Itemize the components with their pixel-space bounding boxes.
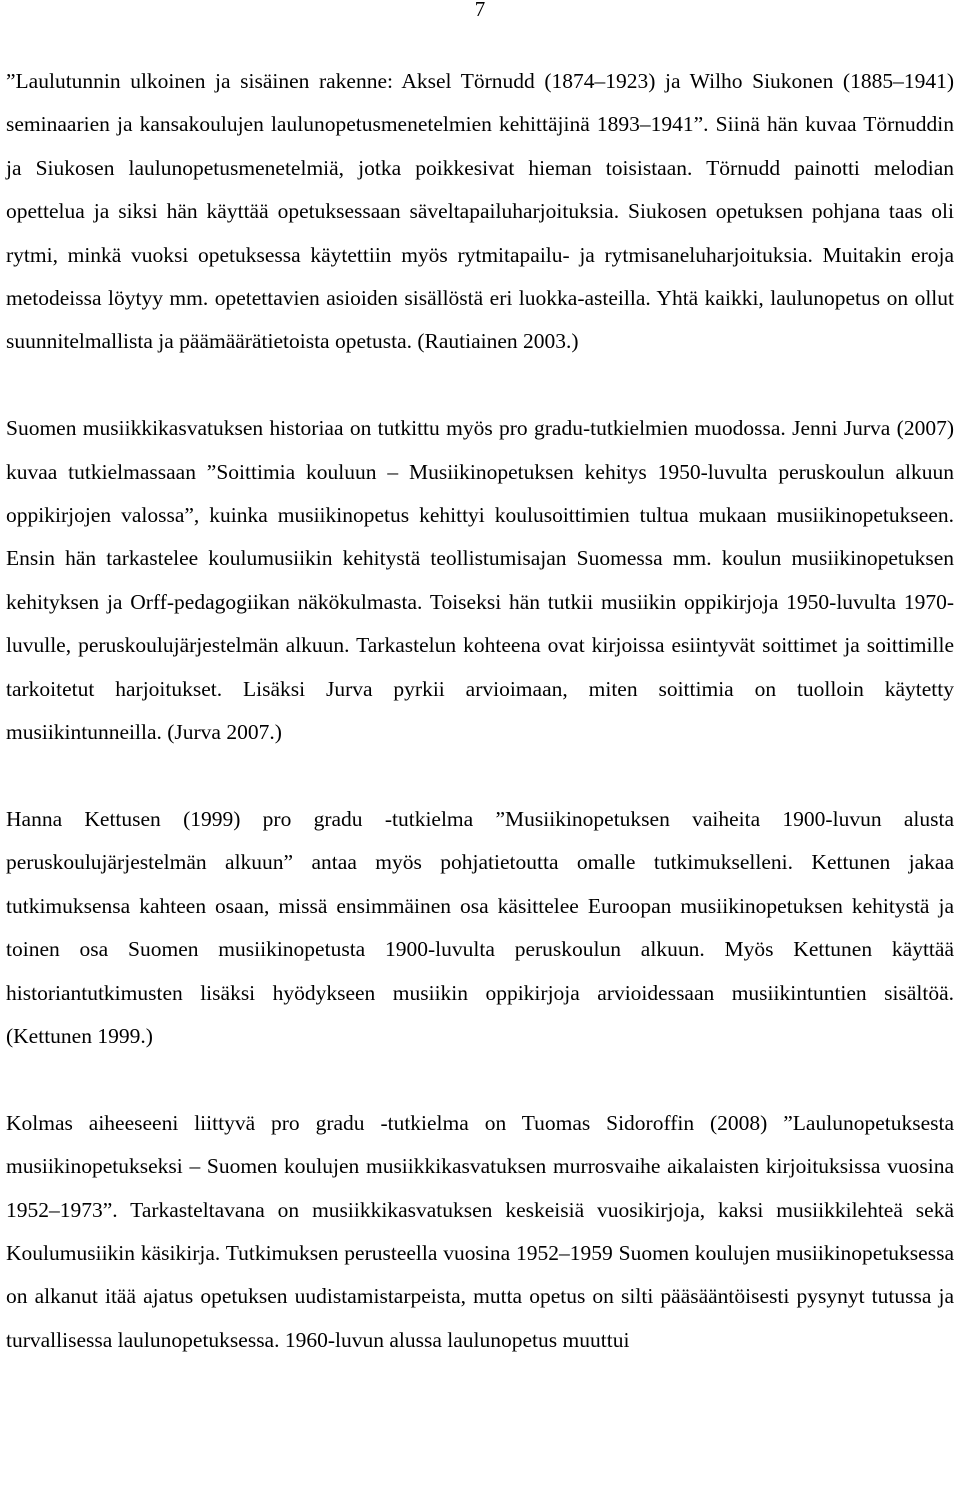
paragraph-tornudd-siukonen: ”Laulutunnin ulkoinen ja sisäinen rakenne: Aksel Törnudd (1874–1923) ja Wilho Siukonen (1885–1941) seminaarien ja kansakoulujen laulunopetusmenetelmien kehittäjinä 1893–1941”. Siinä hän kuvaa Törnuddin ja Siukosen laulunopetusmenetelmiä, jotka poikkesivat hieman toisistaan. Törnudd painotti melodian opettelua ja siksi hän käyttää opetuksessaan säveltapailuharjoituksia. Siukosen opetuksen pohjana taas oli rytmi, minkä vuoksi opetuksessa käytettiin myös rytmitapailu- ja rytmisaneluharjoituksia. Muitakin eroja metodeissa löytyy mm. opetettavien asioiden sisällöstä eri luokka-asteilla. Yhtä kaikki, laulunopetus on ollut suunnitelmallista ja päämäärätietoista opetusta. (Rautiainen 2003.) [6,69,954,354]
page-number: 7 [474,0,486,21]
paragraph-jurva: Suomen musiikkikasvatuksen historiaa on tutkittu myös pro gradu-tutkielmien muodossa. Jenni Jurva (2007) kuvaa tutkielmassaan ”Soittimia kouluun – Musiikinopetuksen kehitys 1950-luvulta peruskoulun alkuun oppikirjojen valossa”, kuinka musiikinopetus kehittyi koulusoittimien tultua mukaan musiikinopetukseen. Ensin hän tarkastelee koulumusiikin kehitystä teollistumisajan Suomessa mm. koulun musiikinopetuksen kehityksen ja Orff-pedagogiikan näkökulmasta. Toiseksi hän tutkii musiikin oppikirjoja 1950-luvulta 1970-luvulle, peruskoulujärjestelmän alkuun. Tarkastelun kohteena ovat kirjoissa esiintyvät soittimet ja soittimille tarkoitetut harjoitukset. Lisäksi Jurva pyrkii arvioimaan, miten soittimia on tuolloin käytetty musiikintunneilla. (Jurva 2007.) [6,416,954,745]
paragraph-sidoroff: Kolmas aiheeseeni liittyvä pro gradu -tutkielma on Tuomas Sidoroffin (2008) ”Laulunopetuksesta musiikinopetukseksi – Suomen koulujen musiikkikasvatuksen murrosvaihe aikalaisten kirjoituksissa vuosina 1952–1973”. Tarkasteltavana on musiikkikasvatuksen keskeisiä vuosikirjoja, kaksi musiikkilehteä sekä Koulumusiikin käsikirja. Tutkimuksen perusteella vuosina 1952–1959 Suomen koulujen musiikinopetuksessa on alkanut itää ajatus opetuksen uudistamistarpeista, mutta opetus on silti pääsääntöisesti pysynyt tutussa ja turvallisessa laulunopetuksessa. 1960-luvun alussa laulunopetus muuttui [6,1110,954,1352]
document-body [6,60,954,1362]
paragraph-kettunen: Hanna Kettusen (1999) pro gradu -tutkielma ”Musiikinopetuksen vaiheita 1900-luvun alusta peruskoulujärjestelmän alkuun” antaa myös pohjatietoutta omalle tutkimukselleni. Kettunen jakaa tutkimuksensa kahteen osaan, missä ensimmäinen osa käsittelee Euroopan musiikinopetuksen kehitystä ja toinen osa Suomen musiikinopetusta 1900-luvulta peruskoulun alkuun. Myös Kettunen käyttää historiantutkimusten lisäksi hyödykseen musiikin oppikirjoja arvioidessaan musiikintuntien sisältöä. (Kettunen 1999.) [6,806,954,1048]
